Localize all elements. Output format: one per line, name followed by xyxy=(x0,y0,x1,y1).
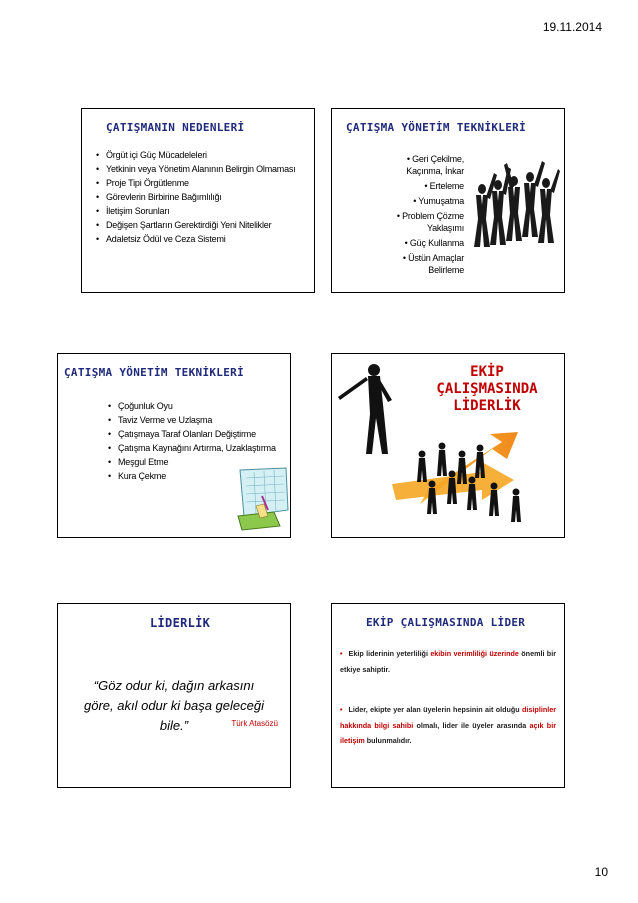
list-item: • Değişen Şartların Gerektirdiği Yeni Nitelikler xyxy=(96,219,306,232)
slide-team-leader xyxy=(331,603,565,788)
header-date: 19.11.2014 xyxy=(542,20,602,34)
text-run: bulunmalıdır. xyxy=(364,736,412,745)
title-line: LİDERLİK xyxy=(453,398,521,414)
slide-title: EKİP ÇALIŞMASINDA LİDER xyxy=(366,616,526,629)
list-item: • Çatışmaya Taraf Olanları Değiştirme xyxy=(108,428,288,441)
text-run: olmalı, lider ile üyeler arasında xyxy=(413,720,530,730)
list-item: • Çatışma Kaynağını Artırma, Uzaklaştırma xyxy=(108,442,288,455)
slide-conflict-techniques-1 xyxy=(331,108,565,293)
slide-leadership-quote xyxy=(57,603,291,788)
paragraph-2 xyxy=(340,702,556,749)
list-item: • Taviz Verme ve Uzlaşma xyxy=(108,414,288,427)
bullet-icon: • xyxy=(340,649,343,658)
list-item: • Örgüt içi Güç Mücadeleleri xyxy=(96,149,306,162)
highlight-text: ekibin verimliliği üzerinde xyxy=(430,649,519,658)
list-item: • Geri Çekilme, Kaçınma, İnkar xyxy=(406,154,464,176)
list-item: • Proje Tipi Örgütlenme xyxy=(96,177,306,190)
text-run: Lider, ekipte yer alan üyelerin hepsinin ait olduğu xyxy=(348,705,523,714)
slide-title: ÇATIŞMA YÖNETİM TEKNİKLERİ xyxy=(64,366,244,379)
quote-text: “Göz odur ki, dağın arkasını göre, akıl odur ki başa geleceği bile.” xyxy=(84,678,264,733)
list-item: • Üstün Amaçlar Belirleme xyxy=(402,253,464,275)
slide-conflict-causes xyxy=(81,108,315,293)
list-item: • Adaletsiz Ödül ve Ceza Sistemi xyxy=(96,233,306,246)
slide-title: LİDERLİK xyxy=(150,616,211,630)
quote-source: Türk Atasözü xyxy=(231,719,278,728)
list-item: • Problem Çözme Yaklaşımı xyxy=(396,211,464,233)
title-line: ÇALIŞMASINDA xyxy=(436,381,538,397)
paragraph-1 xyxy=(340,646,556,677)
highlight-text: açık bir iletişim xyxy=(340,720,556,745)
slide-title: ÇATIŞMANIN NEDENLERİ xyxy=(106,121,245,134)
list-item: • İletişim Sorunları xyxy=(96,205,306,218)
slide-team-leadership-cover xyxy=(331,353,565,538)
list-item: • Yetkinin veya Yönetim Alanının Belirgin Olmaması xyxy=(96,163,306,176)
title-line: EKİP xyxy=(470,364,504,380)
list-item: • Erteleme xyxy=(424,181,464,191)
page-number: 10 xyxy=(594,865,608,879)
business-people-image xyxy=(472,159,560,251)
planning-clipart-image xyxy=(234,466,290,532)
list-item: • Meşgul Etme xyxy=(108,456,288,469)
slide-title xyxy=(412,364,562,415)
slide-title: ÇATIŞMA YÖNETİM TEKNİKLERİ xyxy=(346,121,526,134)
text-run: Ekip liderinin yeterliliği xyxy=(348,649,431,658)
slide-conflict-techniques-2 xyxy=(57,353,291,538)
highlight-text: disiplinler hakkında bilgi sahibi xyxy=(340,705,556,730)
bullet-icon: • xyxy=(340,705,343,714)
causes-list xyxy=(96,149,306,247)
list-item: • Görevlerin Birbirine Bağımlılığı xyxy=(96,191,306,204)
list-item: • Yumuşatma xyxy=(413,196,464,206)
list-item: • Çoğunluk Oyu xyxy=(108,400,288,413)
list-item: • Kura Çekme xyxy=(108,470,288,483)
list-item: • Güç Kullanma xyxy=(404,238,464,248)
text-run: önemli bir etkiye sahiptir. xyxy=(340,649,556,674)
techniques-list xyxy=(370,153,464,279)
